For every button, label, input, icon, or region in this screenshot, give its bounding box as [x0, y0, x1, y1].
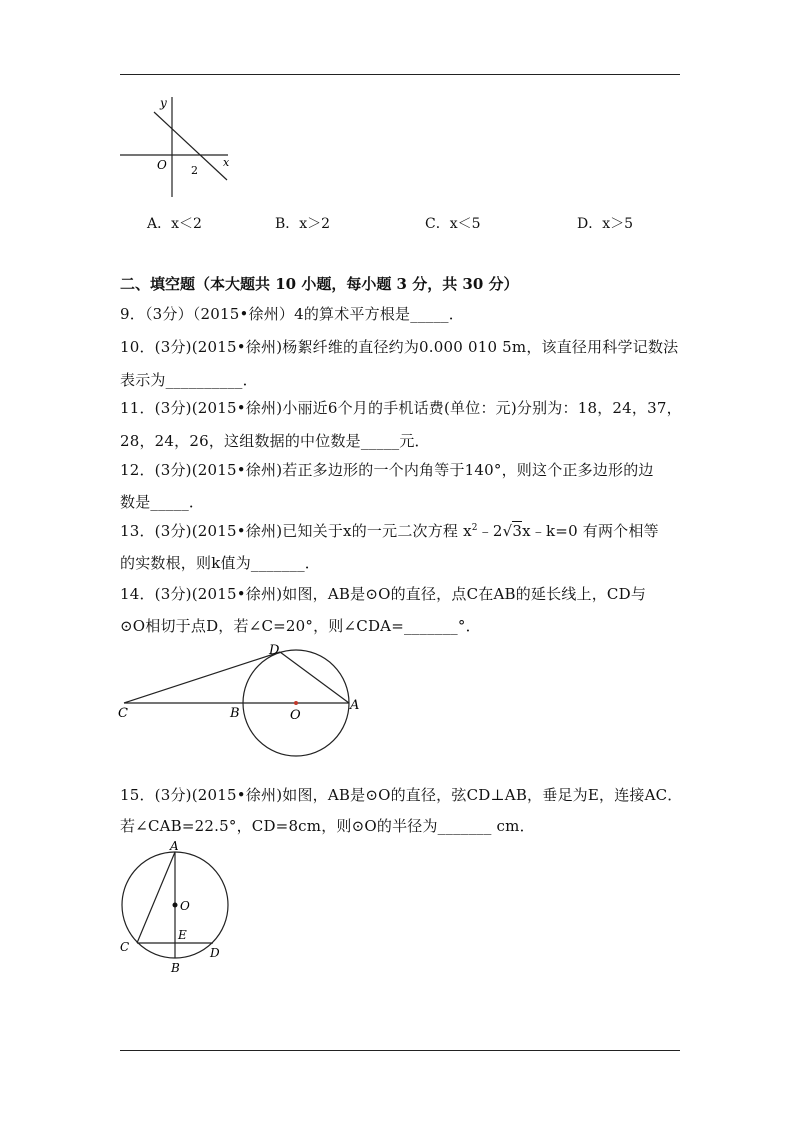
fig15-point-c-label: C [120, 940, 130, 954]
center-o-label: O [290, 708, 301, 723]
sqrt-symbol: √ [502, 522, 513, 540]
question-15-line-1: 15．(3分)(2015•徐州)如图，AB是⊙O的直径，弦CD⊥AB，垂足为E，连接AC． [120, 786, 683, 804]
question-11-line-1: 11．(3分)(2015•徐州)小丽近6个月的手机话费(单位：元)分别为：18，24，37， [120, 399, 682, 417]
point-d-label: D [269, 643, 280, 658]
point-c-label: C [118, 706, 128, 721]
exponent: 2 [471, 523, 478, 533]
question-13-text-c: x﹣k=0 有两个相等 [522, 522, 659, 540]
origin-label: O [157, 158, 167, 172]
sqrt-radicand: 3 [512, 522, 523, 540]
fig15-point-a-label: A [170, 839, 179, 853]
choice-b: B．x＞2 [275, 216, 331, 232]
question-10-line-1: 10．(3分)(2015•徐州)杨絮纤维的直径约为0.000 010 5m，该直径用科学记数法 [120, 338, 679, 356]
y-axis-label: y [160, 96, 167, 110]
question-13-line-1 [120, 520, 659, 541]
point-b-label: B [230, 706, 240, 721]
choice-a: A．x＜2 [147, 216, 202, 232]
top-rule [120, 74, 680, 75]
x-axis-label: x [223, 156, 230, 169]
linear-function-graph [115, 92, 240, 202]
question-13-text-a: 13．(3分)(2015•徐州)已知关于x的一元二次方程 x [120, 522, 472, 540]
point-a-label: A [350, 698, 360, 713]
x-intercept-label: 2 [191, 164, 198, 177]
question-10-line-2: 表示为__________． [120, 371, 258, 389]
fig15-point-b-label: B [171, 961, 180, 975]
tangent-circle-figure [110, 640, 370, 760]
question-13-line-2: 的实数根，则k值为_______． [120, 554, 320, 572]
question-11-line-2: 28，24，26，这组数据的中位数是_____元． [120, 432, 430, 450]
fig15-center-o-label: O [180, 899, 190, 913]
question-13-text-b: ﹣2 [477, 522, 503, 540]
question-14-line-2: ⊙O相切于点D，若∠C=20°，则∠CDA=_______°． [120, 617, 481, 635]
question-9: 9．（3分）（2015•徐州）4的算术平方根是_____． [120, 305, 464, 323]
chord-circle-figure [110, 838, 240, 978]
question-12-line-1: 12．(3分)(2015•徐州)若正多边形的一个内角等于140°，则这个正多边形的边 [120, 461, 654, 479]
bottom-rule [120, 1050, 680, 1051]
choice-d: D．x＞5 [577, 216, 634, 232]
section-title: 二、填空题（本大题共 10 小题，每小题 3 分，共 30 分） [120, 275, 519, 293]
fig15-point-e-label: E [178, 928, 187, 942]
question-12-line-2: 数是_____． [120, 493, 205, 511]
question-15-line-2: 若∠CAB=22.5°，CD=8cm，则⊙O的半径为_______ cm． [120, 817, 535, 835]
fig15-point-d-label: D [210, 946, 220, 960]
question-14-line-1: 14．(3分)(2015•徐州)如图，AB是⊙O的直径，点C在AB的延长线上，CD与 [120, 585, 647, 603]
choice-c: C．x＜5 [425, 216, 481, 232]
